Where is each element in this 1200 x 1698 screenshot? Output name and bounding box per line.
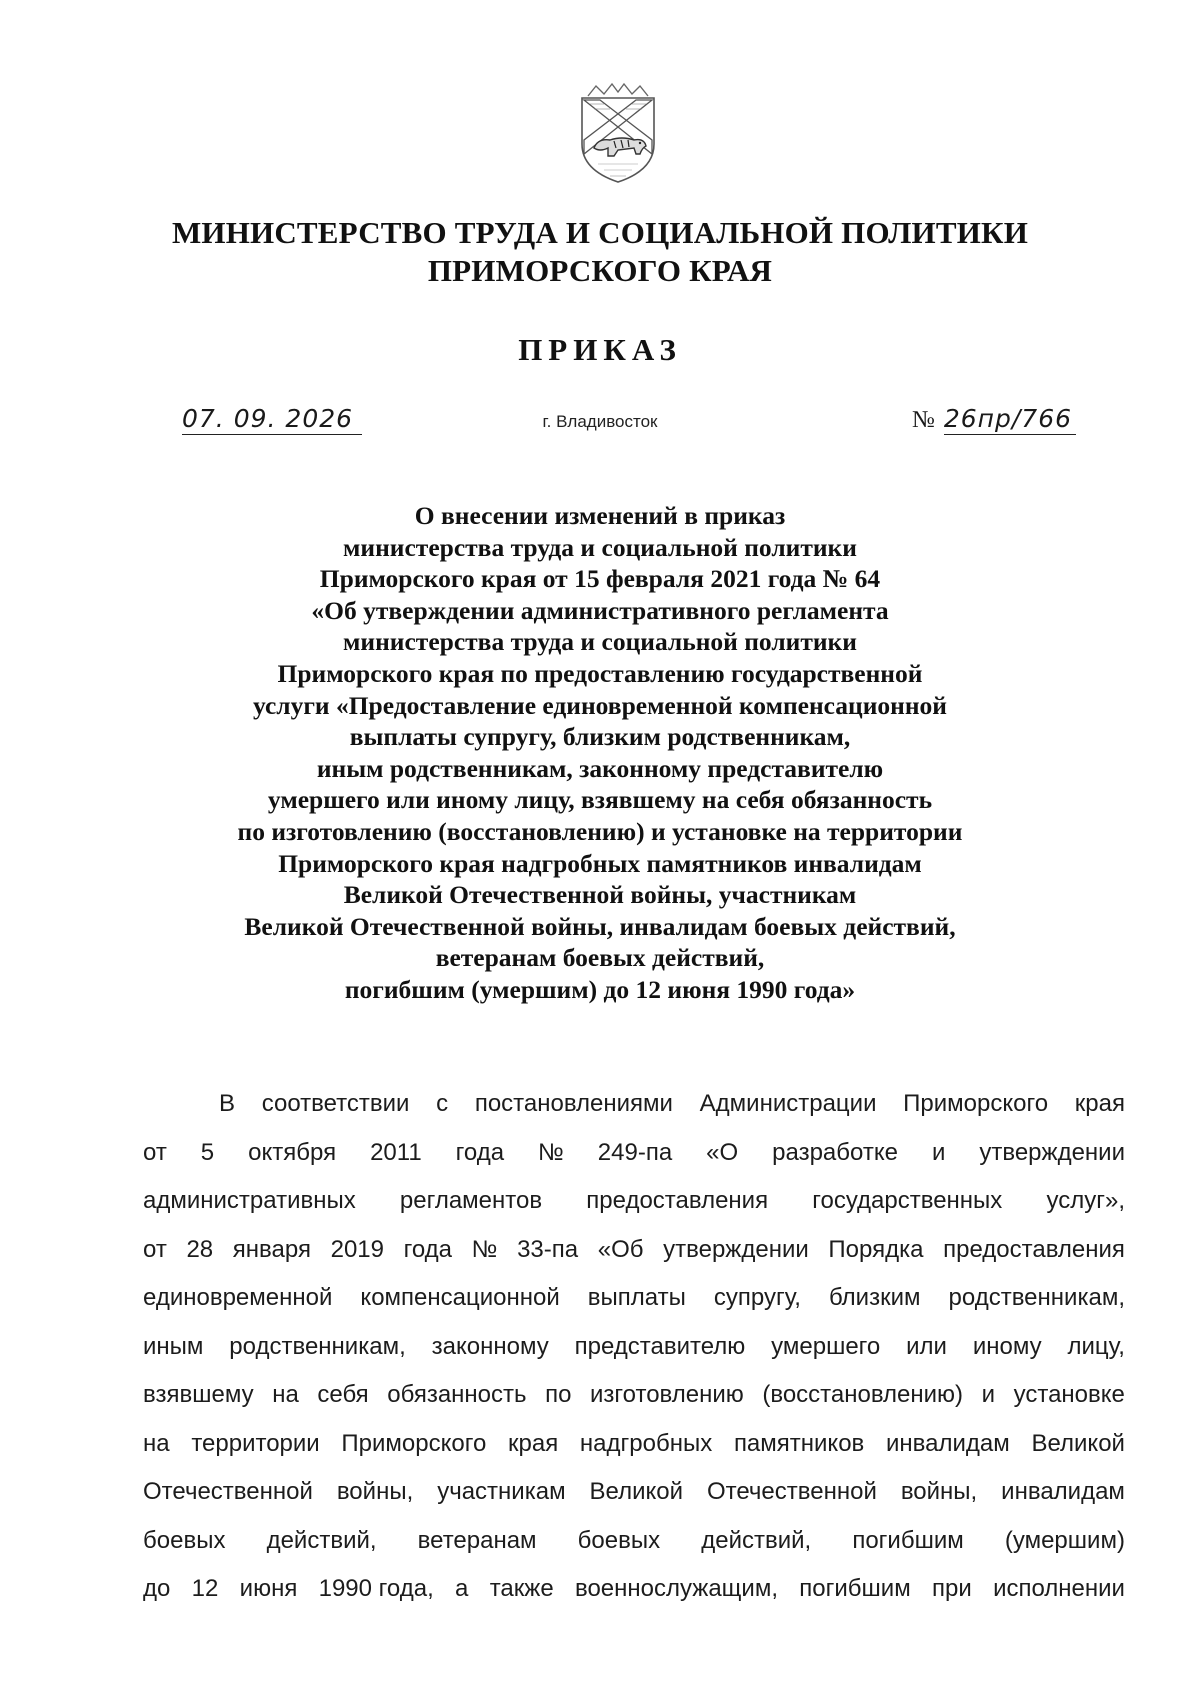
body-word: года: [455, 1138, 505, 1166]
body-word: законному: [431, 1332, 549, 1360]
body-word: №: [538, 1138, 564, 1166]
body-word: разработке: [772, 1138, 898, 1166]
body-word: 5: [200, 1138, 215, 1166]
body-word: на: [143, 1429, 170, 1457]
body-word: обязанность: [387, 1381, 527, 1408]
body-word: предоставления: [943, 1235, 1125, 1263]
body-word: ветеранам: [417, 1526, 537, 1554]
body-word: и: [981, 1381, 996, 1408]
body-word: представителю: [574, 1332, 746, 1360]
body-word: с: [436, 1090, 449, 1117]
number-value: 26пр/766: [944, 404, 1076, 435]
body-word: близким: [829, 1284, 921, 1311]
body-word: лицу,: [1067, 1332, 1125, 1360]
subject-line: Приморского края по предоставлению государственной: [277, 658, 923, 688]
body-text-line: [143, 1226, 1125, 1275]
body-word: себя: [317, 1381, 369, 1408]
document-date: 07. 09. 2026: [182, 404, 362, 435]
subject-line: «Об утверждении административного регламента: [311, 595, 889, 625]
body-word: участникам: [437, 1478, 566, 1505]
body-word: действий,: [701, 1526, 812, 1554]
body-word: постановлениями: [474, 1090, 673, 1117]
body-text-line: [143, 1517, 1125, 1566]
body-word: края: [508, 1429, 559, 1457]
body-word: января: [232, 1235, 311, 1263]
subject-line: Приморского края надгробных памятников инвалидам: [278, 848, 922, 878]
body-word: выплаты: [587, 1284, 686, 1311]
body-word: погибшим: [852, 1526, 964, 1554]
body-word: (умершим): [1004, 1526, 1125, 1554]
body-word: регламентов: [399, 1187, 543, 1214]
body-word: единовременной: [143, 1284, 333, 1311]
subject-line: О внесении изменений в приказ: [414, 501, 786, 530]
body-word: территории: [191, 1429, 320, 1457]
body-word: утверждении: [979, 1138, 1125, 1166]
body-word: иному: [972, 1332, 1042, 1360]
body-word: боевых: [143, 1526, 226, 1554]
body-word: войны,: [900, 1478, 978, 1505]
body-word: (восстановлению): [762, 1381, 964, 1408]
organization-name-line: МИНИСТЕРСТВО ТРУДА И СОЦИАЛЬНОЙ ПОЛИТИКИ: [171, 215, 1029, 250]
subject-line: выплаты супругу, близким родственникам,: [349, 722, 851, 752]
body-word: 12: [191, 1575, 219, 1602]
body-word: 249-па: [597, 1138, 673, 1166]
body-word: Администрации: [699, 1090, 877, 1117]
body-word: соответствии: [261, 1090, 410, 1117]
body-word: 33-па: [517, 1235, 579, 1263]
body-word: «Об: [597, 1235, 644, 1263]
body-word: надгробных: [579, 1429, 713, 1457]
subject-line: погибшим (умершим) до 12 июня 1990 года»: [344, 974, 856, 1004]
body-word: также: [489, 1575, 554, 1602]
body-word: административных: [143, 1187, 356, 1214]
coat-of-arms-emblem: [574, 82, 662, 186]
subject-line: иным родственникам, законному представителю: [316, 753, 884, 783]
body-word: и: [931, 1138, 946, 1166]
subject-line: услуги «Предоставление единовременной компенсационной: [252, 690, 947, 720]
body-word: компенсационной: [360, 1284, 560, 1311]
subject-line: Великой Отечественной войны, инвалидам боевых действий,: [244, 911, 956, 941]
body-text-line: [143, 1274, 1125, 1323]
body-text-line: [143, 1129, 1125, 1178]
body-text-line: [143, 1323, 1125, 1372]
body-word: инвалидам: [1001, 1478, 1125, 1505]
body-word: от: [143, 1235, 167, 1263]
body-word: 2011: [370, 1138, 422, 1166]
body-word: предоставления: [586, 1187, 769, 1214]
body-word: государственных: [812, 1187, 1003, 1214]
body-word: Приморского: [341, 1429, 487, 1457]
document-subject: [0, 500, 1200, 1006]
organization-name: [0, 214, 1200, 290]
body-word: утверждении: [663, 1235, 809, 1263]
body-word: родственникам,: [229, 1332, 406, 1360]
body-word: года: [403, 1235, 453, 1263]
subject-line: ветеранам боевых действий,: [435, 943, 765, 973]
document-type-title: ПРИКАЗ: [518, 332, 682, 367]
body-word: памятников: [733, 1429, 865, 1457]
document-number: [912, 404, 1076, 435]
subject-line: министерства труда и социальной политики: [343, 532, 857, 562]
body-word: Приморского: [903, 1090, 1049, 1117]
body-word: а: [455, 1575, 469, 1602]
body-word: на: [272, 1381, 299, 1408]
body-word: 1990 года,: [318, 1575, 434, 1602]
body-word: установке: [1013, 1381, 1125, 1408]
subject-line: умершего или иному лицу, взявшему на себя обязанность: [267, 785, 933, 815]
body-word: Великой: [1031, 1429, 1125, 1457]
body-word: 2019: [330, 1235, 384, 1263]
body-word: боевых: [577, 1526, 661, 1554]
document-body: [143, 1080, 1125, 1614]
body-word: от: [143, 1138, 167, 1166]
body-word: октября: [248, 1138, 337, 1166]
body-word: военнослужащим,: [574, 1575, 778, 1602]
body-word: услуг»,: [1046, 1187, 1125, 1214]
body-word: войны,: [336, 1478, 414, 1505]
body-text-line: [143, 1420, 1125, 1469]
body-text-line: [143, 1371, 1125, 1420]
body-word: Порядка: [828, 1235, 924, 1263]
body-word: «О: [706, 1138, 739, 1166]
body-word: Отечественной: [143, 1478, 313, 1505]
body-word: иным: [143, 1332, 204, 1360]
body-word: инвалидам: [886, 1429, 1010, 1457]
body-word: по: [545, 1381, 572, 1408]
body-word: при: [932, 1575, 972, 1602]
body-word: 28: [186, 1235, 214, 1263]
subject-line: министерства труда и социальной политики: [343, 627, 857, 657]
organization-name-line: ПРИМОРСКОГО КРАЯ: [427, 253, 773, 288]
body-text-line: [143, 1177, 1125, 1226]
body-word: до: [143, 1575, 171, 1602]
body-word: супругу,: [713, 1284, 801, 1311]
subject-line: Великой Отечественной войны, участникам: [343, 880, 857, 910]
body-word: взявшему: [143, 1381, 254, 1408]
body-word: края: [1074, 1090, 1125, 1117]
body-text-line: [143, 1565, 1125, 1614]
body-text-line: [143, 1468, 1125, 1517]
body-word: умершего: [771, 1332, 881, 1360]
body-word: или: [906, 1332, 947, 1360]
body-word: Отечественной: [706, 1478, 877, 1505]
body-word: родственникам,: [948, 1284, 1125, 1311]
body-word: погибшим: [799, 1575, 911, 1602]
document-city: г. Владивосток: [542, 412, 658, 431]
number-sign: №: [912, 407, 935, 433]
body-word: изготовлению: [590, 1381, 744, 1408]
subject-line: по изготовлению (восстановлению) и установке на территории: [237, 816, 963, 846]
body-text-line: [143, 1080, 1125, 1129]
subject-line: Приморского края от 15 февраля 2021 года № 64: [319, 564, 881, 594]
body-word: действий,: [266, 1526, 377, 1554]
body-word: №: [471, 1235, 498, 1263]
body-word: исполнении: [993, 1575, 1125, 1602]
body-word: В: [219, 1090, 236, 1117]
body-word: Великой: [589, 1478, 684, 1505]
body-word: июня: [239, 1575, 298, 1602]
